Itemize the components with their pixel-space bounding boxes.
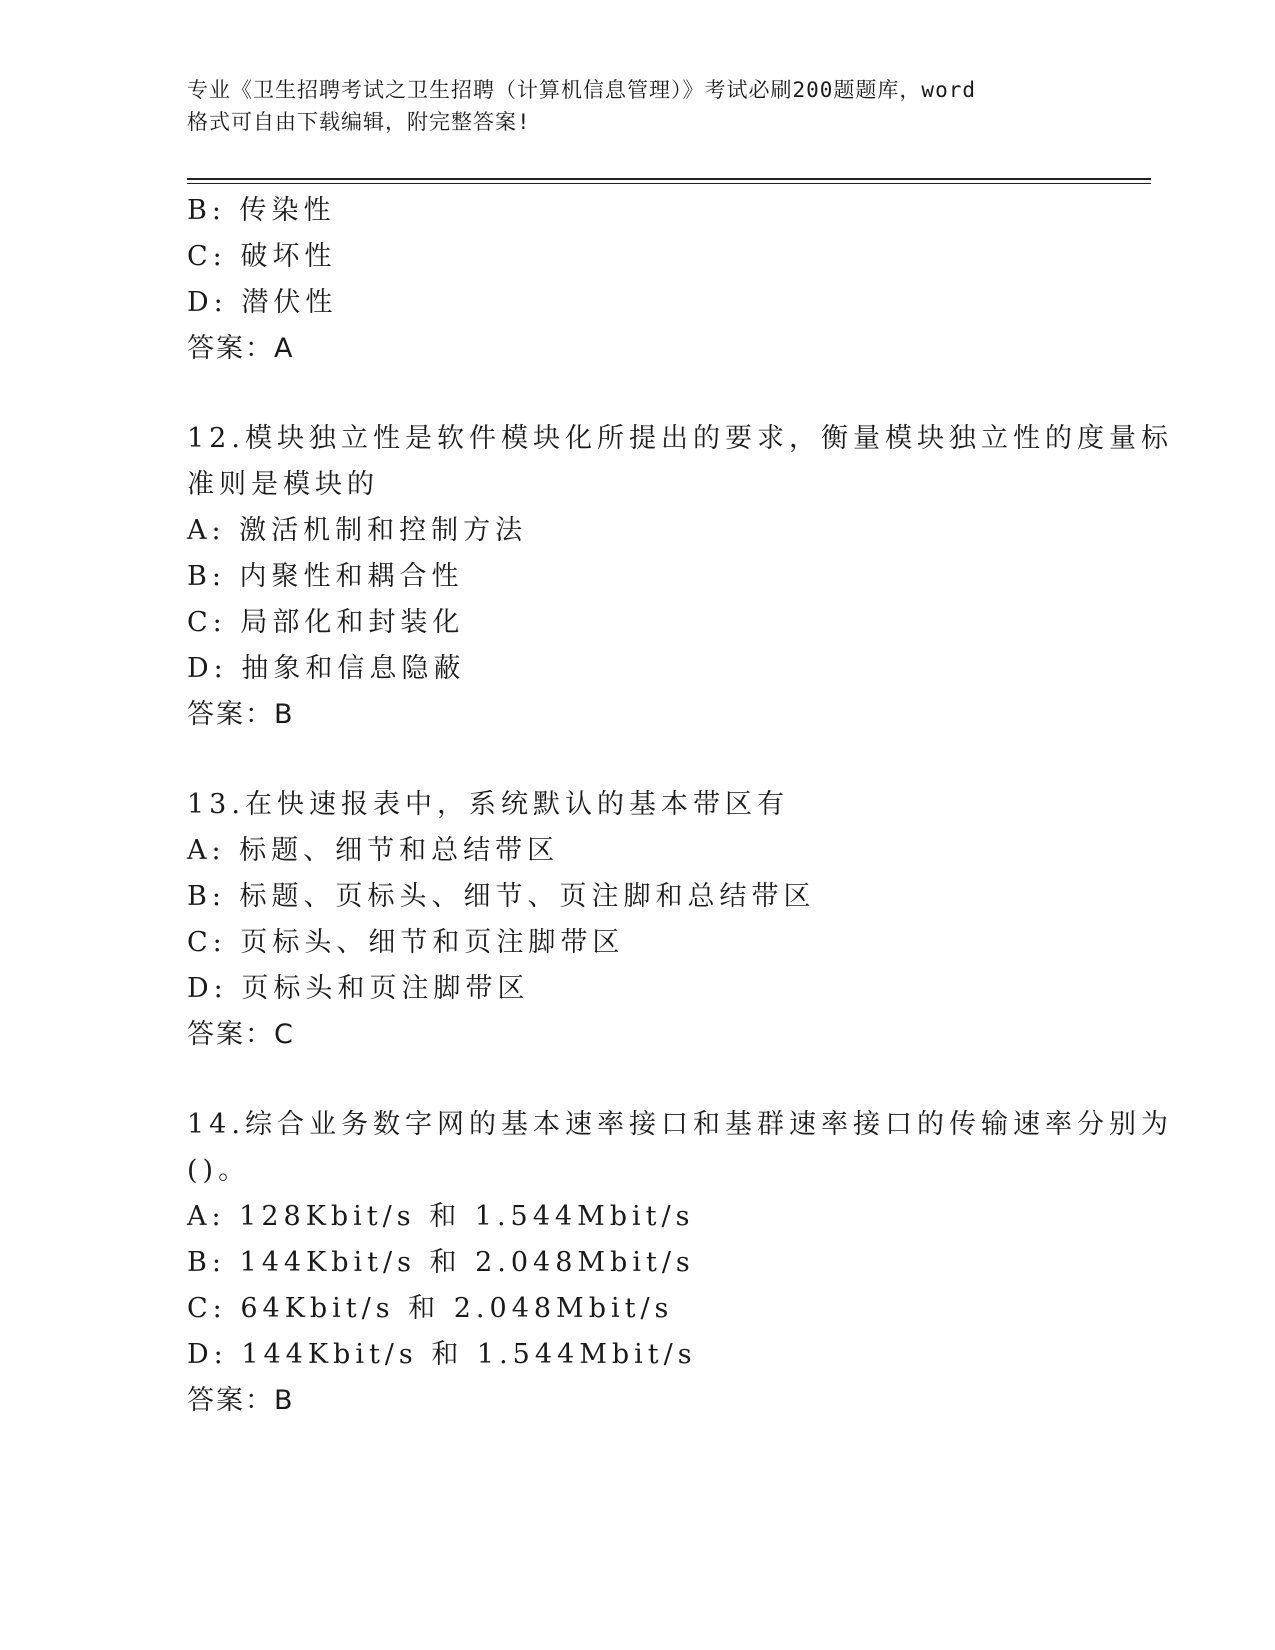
spacer (187, 738, 1087, 782)
option-c: C: 局部化和封装化 (187, 607, 465, 638)
option-c: C: 64Kbit/s 和 2.048Mbit/s (187, 1293, 674, 1324)
question-list (187, 188, 1173, 1424)
question-14 (187, 1102, 1173, 1424)
question-text-line-1: 14.综合业务数字网的基本速率接口和基群速率接口的传输速率分别为 (187, 1109, 1173, 1140)
question-11-continued (187, 188, 1087, 372)
option-d: D: 页标头和页注脚带区 (187, 973, 530, 1004)
question-12 (187, 416, 1173, 738)
option-d: D: 潜伏性 (187, 287, 338, 318)
option-d: D: 抽象和信息隐蔽 (187, 653, 466, 684)
option-d: D: 144Kbit/s 和 1.544Mbit/s (187, 1339, 697, 1370)
option-b: B: 内聚性和耦合性 (187, 561, 464, 592)
option-c: C: 破坏性 (187, 241, 337, 272)
header-divider-thin (187, 183, 1151, 184)
document-header (187, 74, 1087, 138)
answer-label: 答案：B (187, 1385, 295, 1416)
option-a: A: 标题、细节和总结带区 (187, 835, 560, 866)
answer-label: 答案：B (187, 699, 295, 730)
answer-label: 答案：A (187, 333, 295, 364)
question-text-line-2: ()。 (187, 1155, 251, 1186)
question-text-line-1: 12.模块独立性是软件模块化所提出的要求，衡量模块独立性的度量标 (187, 423, 1173, 454)
option-c: C: 页标头、细节和页注脚带区 (187, 927, 625, 958)
option-b: B: 传染性 (187, 195, 336, 226)
spacer (187, 372, 1087, 416)
question-text-line-2: 准则是模块的 (187, 469, 379, 500)
option-b: B: 标题、页标头、细节、页注脚和总结带区 (187, 881, 816, 912)
header-line-1: 专业《卫生招聘考试之卫生招聘（计算机信息管理）》考试必刷200题题库，word (187, 78, 976, 102)
option-b: B: 144Kbit/s 和 2.048Mbit/s (187, 1247, 695, 1278)
spacer (187, 1058, 1087, 1102)
answer-label: 答案：C (187, 1019, 295, 1050)
question-text-line-1: 13.在快速报表中，系统默认的基本带区有 (187, 789, 789, 820)
question-13 (187, 782, 1087, 1058)
option-a: A: 激活机制和控制方法 (187, 515, 528, 546)
header-line-2: 格式可自由下载编辑，附完整答案! (187, 110, 531, 134)
option-a: A: 128Kbit/s 和 1.544Mbit/s (187, 1201, 695, 1232)
header-divider-thick (187, 178, 1151, 180)
